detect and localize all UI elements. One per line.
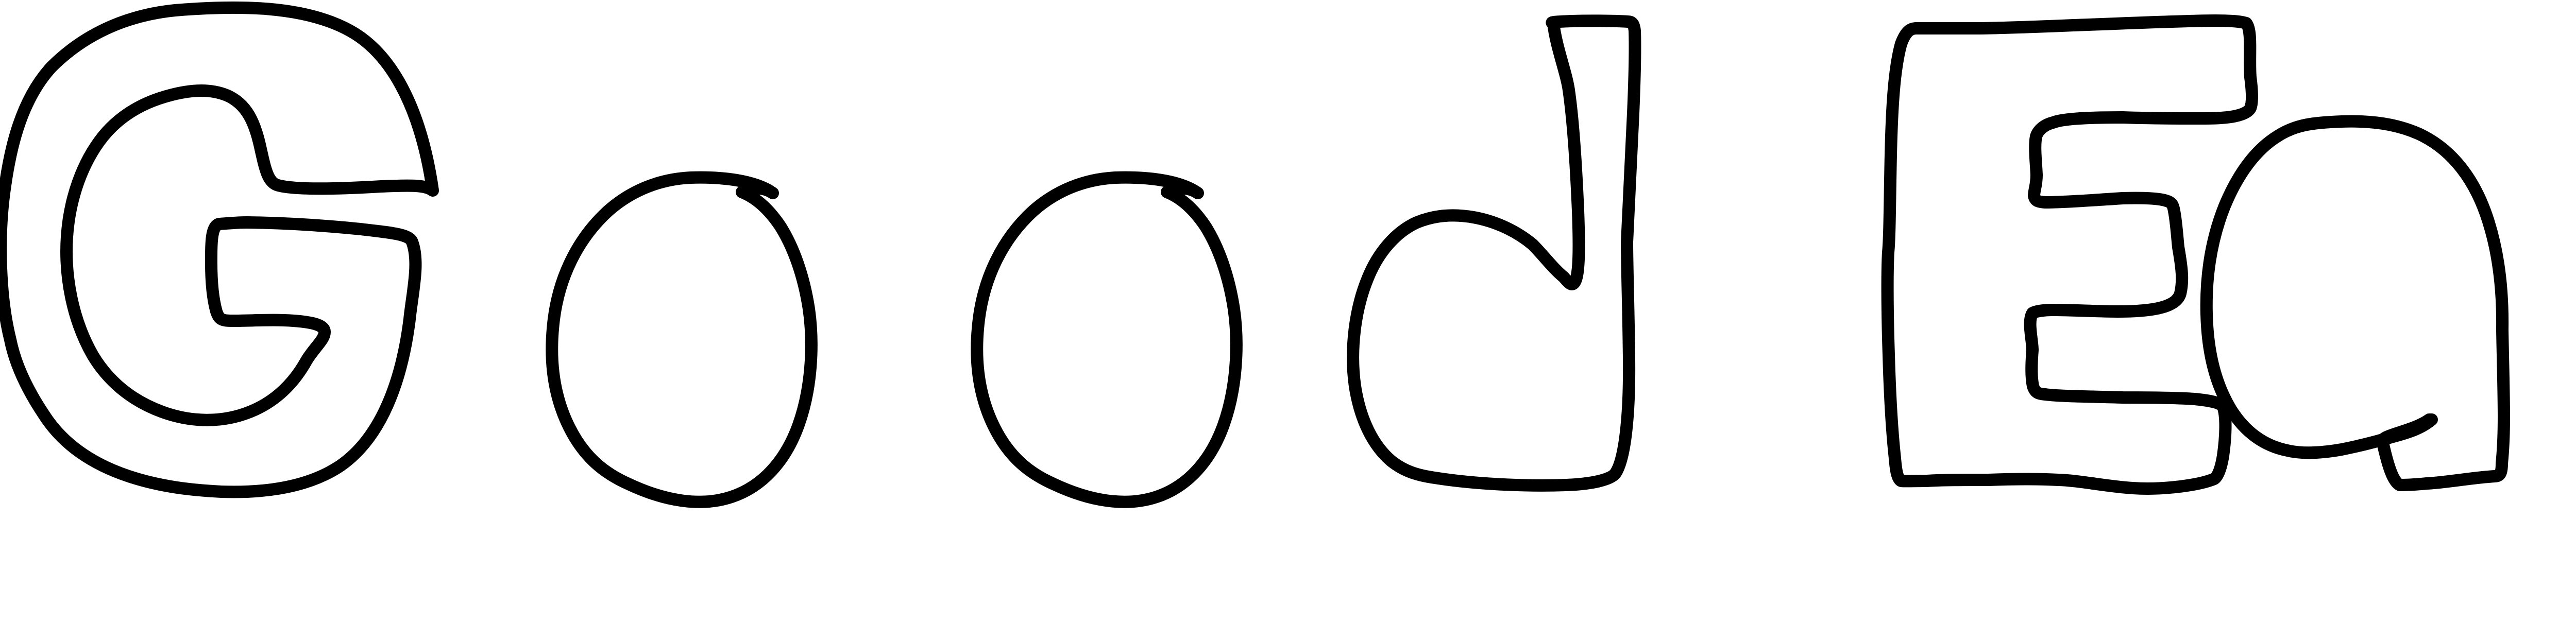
letter-a (2207, 122, 2504, 485)
letter-o-second (977, 178, 1236, 502)
letter-d (1353, 21, 1635, 486)
letter-g (1, 8, 433, 492)
letter-o-first (552, 178, 811, 502)
letter-e (1888, 21, 2252, 489)
